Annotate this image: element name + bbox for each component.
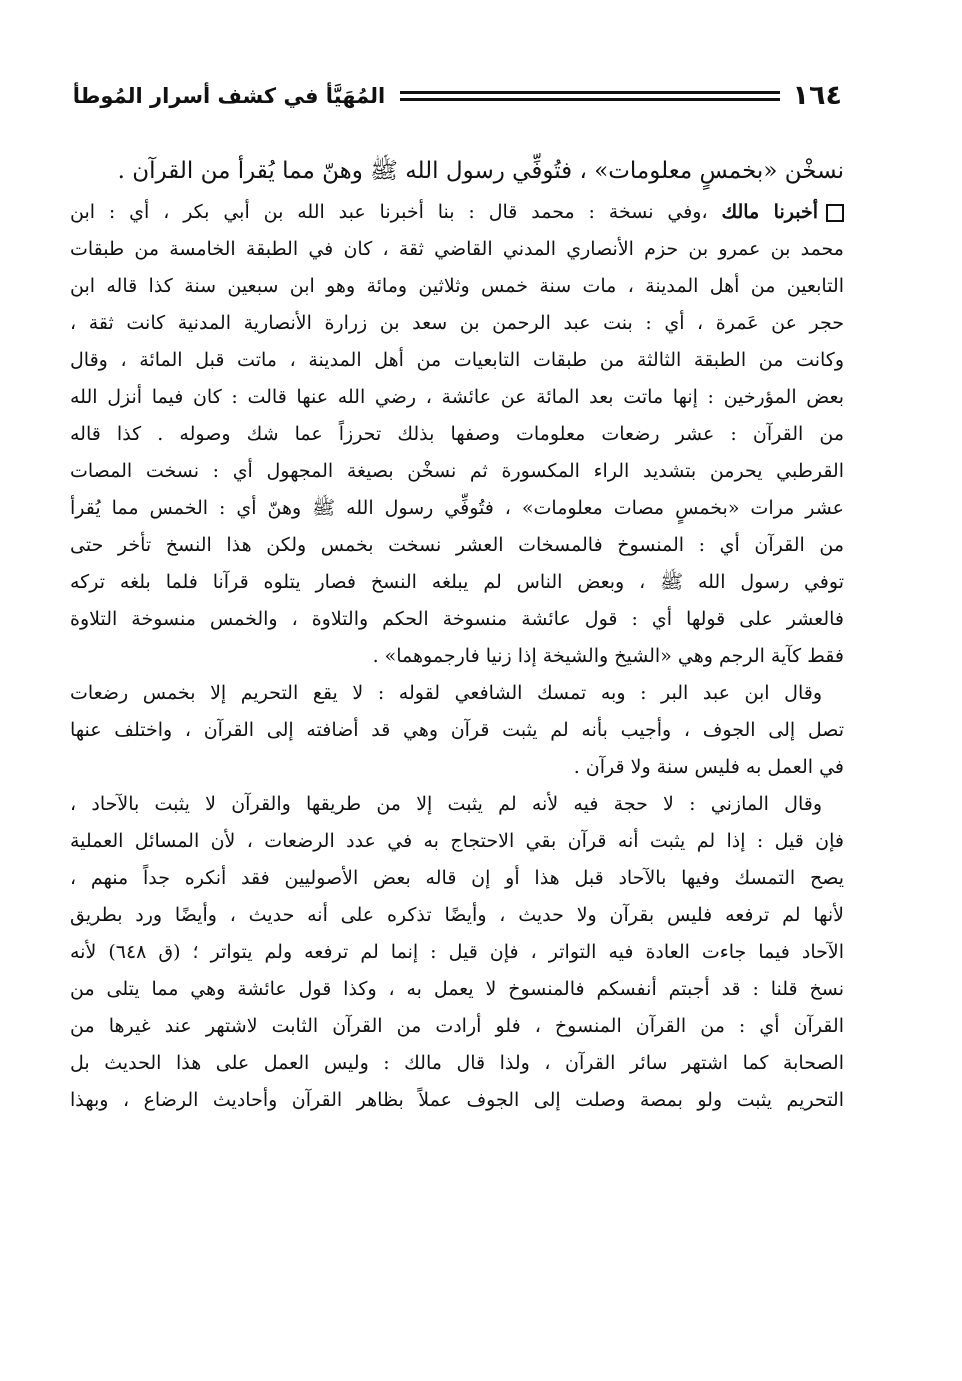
text-line-rest: ،وفي نسخة : محمد قال : بنا أخبرنا عبد الله بن أبي بكر ، أي : ابن bbox=[70, 201, 708, 223]
page-header bbox=[66, 78, 842, 118]
text-line: فالعشر على قولها أي : قول عائشة منسوخة الحكم والتلاوة ، والخمس منسوخة التلاوة bbox=[70, 608, 844, 630]
text-line: في العمل به فليس سنة ولا قرآن . bbox=[573, 756, 844, 778]
text-line: فقط كآية الرجم وهي «الشيخ والشيخة إذا زنيا فارجموهما» . bbox=[372, 645, 844, 667]
text-line: بعض المؤرخين : إنها ماتت بعد المائة عن عائشة ، رضي الله عنها قالت : كان فيما أنزل الله bbox=[70, 386, 844, 408]
text-line: الصحابة كما اشتهر سائر القرآن ، ولذا قال مالك : وليس العمل على هذا الحديث بل bbox=[70, 1052, 844, 1074]
text-line: لأنها لم ترفعه فليس بقرآن ولا حديث ، وأيضًا تذكره على أنه حديث ، وأيضًا ورد بطريق bbox=[70, 904, 844, 926]
text-line: الآحاد فيما جاءت العادة فيه التواتر ، فإن قيل : إنما لم ترفعه ولم يتواتر ؛ (ق ٦٤٨) لأنه bbox=[70, 941, 844, 963]
text-line: فإن قيل : إذا لم يثبت أنه قرآن بقي الاحتجاج به في عدد الرضعات ، لأن المسائل العملية bbox=[70, 830, 844, 852]
main-text bbox=[70, 148, 844, 1119]
text-line: القرآن أي : من القرآن المنسوخ ، فلو أرادت من القرآن الثابت لاشتهر عند غيرها من bbox=[70, 1015, 844, 1037]
page-number: ١٦٤ bbox=[792, 80, 842, 111]
text-line: وقال المازني : لا حجة فيه لأنه لم يثبت إلا من طريقها والقرآن لا يثبت بالآحاد ، bbox=[70, 793, 822, 815]
text-line: القرطبي يحرمن بتشديد الراء المكسورة ثم نسخْن بصيغة المجهول أي : نسخت المصات bbox=[70, 460, 844, 482]
header-rule bbox=[400, 91, 780, 101]
text-line: التحريم يثبت ولو بمصة وصلت إلى الجوف عملاً بظاهر القرآن وأحاديث الرضاع ، وبهذا bbox=[70, 1089, 844, 1111]
book-title: المُهَيَّأ في كشف أسرار المُوطأ bbox=[72, 84, 386, 108]
text-line: نسخْن «بخمسٍ معلومات» ، فتُوفِّي رسول الله ﷺ وهنّ مما يُقرأ من القرآن . bbox=[117, 158, 844, 184]
narration-label: أخبرنا مالك bbox=[721, 201, 819, 223]
text-line: محمد بن عمرو بن حزم الأنصاري المدني القاضي ثقة ، كان في الطبقة الخامسة من طبقات bbox=[70, 238, 844, 260]
text-line: يصح التمسك وفيها بالآحاد قبل هذا أو إن قاله بعض الأصوليين فقد أنكره جداً منهم ، bbox=[70, 867, 844, 889]
text-line: وكانت من الطبقة الثالثة من طبقات التابعيات من أهل المدينة ، ماتت قبل المائة ، وقال bbox=[70, 349, 844, 371]
text-line: عشر مرات «بخمسٍ مصات معلومات» ، فتُوفِّي رسول الله ﷺ وهنّ أي : الخمس مما يُقرأ bbox=[70, 497, 844, 519]
text-line: نسخ قلنا : قد أجبتم أنفسكم فالمنسوخ لا يعمل به ، وكذا قول عائشة وهي مما يتلى من bbox=[70, 978, 844, 1000]
text-line: التابعين من أهل المدينة ، مات سنة خمس وثلاثين ومائة وهو ابن سبعين سنة كذا قاله ابن bbox=[70, 275, 844, 297]
square-marker-icon bbox=[826, 204, 844, 222]
text-line: وقال ابن عبد البر : وبه تمسك الشافعي لقوله : لا يقع التحريم إلا بخمس رضعات bbox=[70, 682, 822, 704]
text-line: من القرآن : عشر رضعات معلومات وصفها بذلك تحرزاً عما شك وصوله . كذا قاله bbox=[70, 423, 844, 445]
text-line: من القرآن أي : المنسوخ فالمسخات العشر نسخت بخمس ولكن هذا النسخ تأخر حتى bbox=[70, 534, 844, 556]
text-line: تصل إلى الجوف ، وأجيب بأنه لم يثبت قرآن وهي قد أضافته إلى القرآن ، واختلف عنها bbox=[70, 719, 844, 741]
text-line: توفي رسول الله ﷺ ، وبعض الناس لم يبلغه النسخ فصار يتلوه قرآنا فلما بلغه تركه bbox=[70, 571, 844, 593]
text-line bbox=[70, 194, 844, 231]
text-line: حجر عن عَمرة ، أي : بنت عبد الرحمن بن سعد بن زرارة الأنصارية المدنية كانت ثقة ، bbox=[70, 312, 844, 334]
